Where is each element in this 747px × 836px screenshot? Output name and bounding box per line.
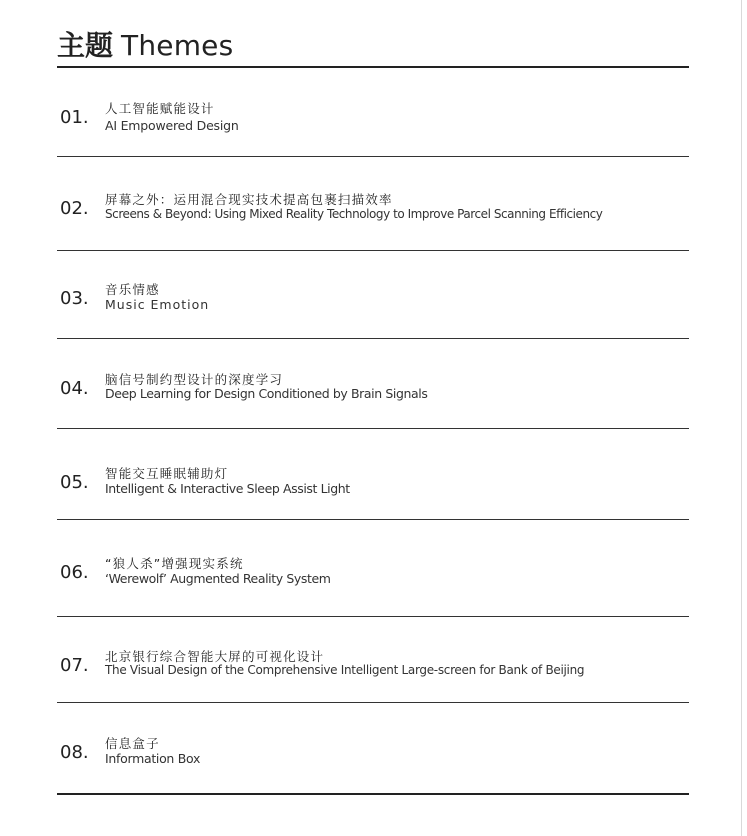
theme-number: 02. [60, 198, 89, 219]
theme-title-en: ‘Werewolf’ Augmented Reality System [105, 571, 331, 586]
theme-title-zh: 人工智能赋能设计 [105, 101, 215, 116]
theme-title-en: AI Empowered Design [105, 118, 239, 133]
theme-title-zh: 音乐情感 [105, 282, 160, 297]
theme-title-zh: “狼人杀”增强现实系统 [105, 556, 244, 571]
header-rule [57, 66, 689, 68]
theme-number: 05. [60, 472, 89, 493]
theme-title-zh: 北京银行综合智能大屏的可视化设计 [105, 649, 325, 664]
theme-number: 07. [60, 655, 89, 676]
theme-number: 03. [60, 288, 89, 309]
theme-title-zh: 脑信号制约型设计的深度学习 [105, 372, 284, 387]
page-title-zh: 主题 [57, 29, 114, 62]
theme-title-zh: 信息盒子 [105, 736, 160, 751]
theme-title-zh: 屏幕之外：运用混合现实技术提高包裹扫描效率 [105, 192, 393, 207]
theme-number: 01. [60, 107, 89, 128]
theme-title-en: Intelligent & Interactive Sleep Assist Light [105, 481, 350, 496]
divider [57, 616, 689, 617]
divider [57, 519, 689, 520]
theme-number: 06. [60, 562, 89, 583]
divider [57, 156, 689, 157]
footer-rule [57, 793, 689, 795]
theme-title-en: Information Box [105, 751, 201, 766]
divider [57, 428, 689, 429]
divider [57, 702, 689, 703]
page-title [57, 24, 233, 64]
theme-title-en: The Visual Design of the Comprehensive Intelligent Large-screen for Bank of Beijing [105, 663, 585, 677]
divider [57, 338, 689, 339]
theme-title-zh: 智能交互睡眠辅助灯 [105, 466, 229, 481]
theme-number: 04. [60, 378, 89, 399]
page-edge [741, 0, 742, 836]
theme-title-en: Music Emotion [105, 297, 210, 312]
page-title-en: Themes [121, 29, 234, 62]
theme-title-en: Deep Learning for Design Conditioned by Brain Signals [105, 386, 428, 401]
divider [57, 250, 689, 251]
theme-number: 08. [60, 742, 89, 763]
theme-title-en: Screens & Beyond: Using Mixed Reality Technology to Improve Parcel Scanning Efficiency [105, 207, 603, 221]
